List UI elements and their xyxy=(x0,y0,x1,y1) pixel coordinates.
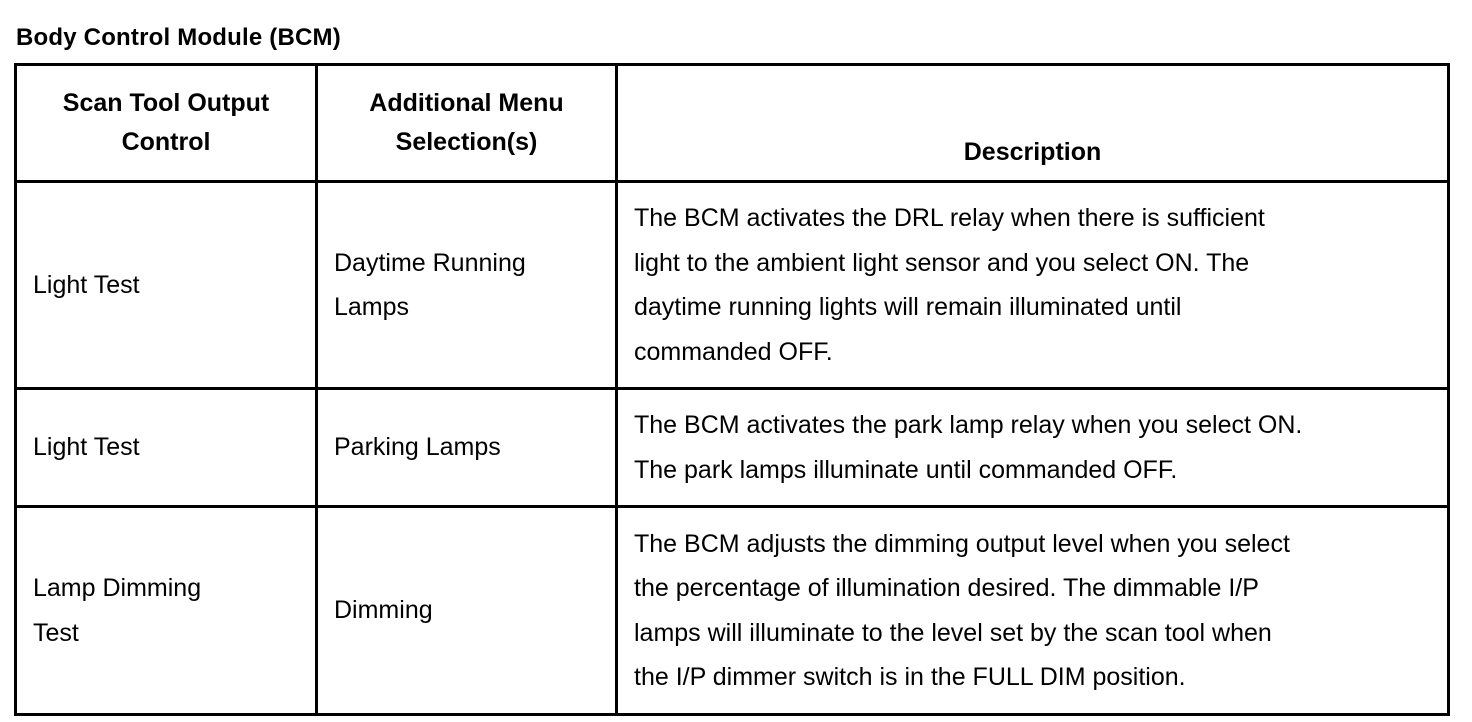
cell-line: Parking Lamps xyxy=(334,433,501,462)
table-row xyxy=(16,182,1449,389)
cell-line: the percentage of illumination desired. The dimmable I/P xyxy=(634,574,1259,602)
cell-menu-selection xyxy=(317,389,617,507)
cell-output-control xyxy=(16,182,317,389)
cell-description xyxy=(617,389,1449,507)
cell-line: the I/P dimmer switch is in the FULL DIM position. xyxy=(634,663,1186,691)
cell-line: daytime running lights will remain illuminated until xyxy=(634,293,1182,321)
header-menu-line-1: Additional Menu xyxy=(369,89,564,117)
cell-line: commanded OFF. xyxy=(634,337,833,366)
cell-line: Test xyxy=(33,618,79,647)
cell-line: lamps will illuminate to the level set by the scan tool when xyxy=(634,618,1272,647)
header-description: Description xyxy=(617,65,1449,182)
cell-line: Daytime Running xyxy=(334,248,526,277)
header-scan-tool-line-2: Control xyxy=(121,128,211,156)
header-scan-tool-line-1: Scan Tool Output xyxy=(62,89,270,117)
table-row xyxy=(16,389,1449,507)
bcm-output-control-table xyxy=(14,63,1450,716)
header-menu-line-2: Selection(s) xyxy=(395,128,538,156)
cell-menu-selection xyxy=(317,182,617,389)
header-scan-tool-output-control xyxy=(16,65,317,182)
cell-line: The BCM adjusts the dimming output level when you select xyxy=(634,529,1290,558)
cell-output-control xyxy=(16,389,317,507)
cell-output-control xyxy=(16,507,317,715)
cell-line: The BCM activates the DRL relay when there is sufficient xyxy=(634,204,1265,232)
cell-line: Light Test xyxy=(33,270,140,299)
cell-description xyxy=(617,182,1449,389)
document-title: Body Control Module (BCM) xyxy=(16,24,341,51)
cell-line: Dimming xyxy=(334,596,433,625)
cell-line: Light Test xyxy=(33,433,140,462)
cell-line: Lamps xyxy=(334,293,410,321)
table-row xyxy=(16,507,1449,715)
cell-menu-selection xyxy=(317,507,617,715)
cell-line: Lamp Dimming xyxy=(33,574,202,602)
cell-line: The park lamps illuminate until commanded OFF. xyxy=(634,455,1178,484)
header-additional-menu-selections xyxy=(317,65,617,182)
cell-line: light to the ambient light sensor and you select ON. The xyxy=(634,248,1250,277)
table-header-row xyxy=(16,65,1449,182)
cell-description xyxy=(617,507,1449,715)
cell-line: The BCM activates the park lamp relay when you select ON. xyxy=(634,411,1303,439)
